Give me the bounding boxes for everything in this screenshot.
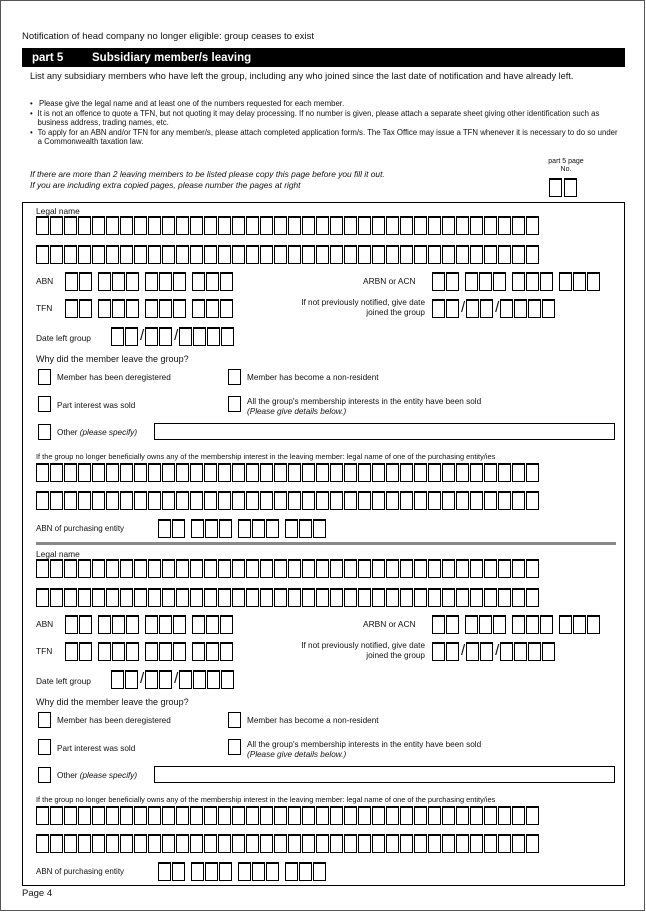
tfn-label: TFN xyxy=(36,646,53,656)
why-left-label: Why did the member leave the group? xyxy=(36,354,189,364)
purchasing-name-line-2[interactable] xyxy=(36,834,540,853)
tfn-input[interactable] xyxy=(65,299,239,318)
deregistered-label: Member has been deregistered xyxy=(57,716,171,725)
purchasing-entity-label: If the group no longer beneficially owns any of the membership interest in the leaving member: legal name of one of the purchasing entity/ies xyxy=(36,452,496,461)
why-left-label: Why did the member leave the group? xyxy=(36,697,189,707)
other-checkbox[interactable] xyxy=(38,424,51,440)
part-header xyxy=(22,48,625,67)
legal-name-line-1[interactable] xyxy=(36,559,540,578)
page-number-label: part 5 page No. xyxy=(548,158,584,173)
all-sold-label: All the group's membership interests in the entity have been sold (Please give details below.) xyxy=(247,397,482,416)
form-title: Notification of head company no longer eligible: group ceases to exist xyxy=(22,31,315,42)
intro-text: List any subsidiary members who have left the group, including any who joined since the last date of notification and have already left. xyxy=(30,71,574,81)
all-sold-checkbox[interactable] xyxy=(228,396,241,412)
abn-purchasing-label: ABN of purchasing entity xyxy=(36,524,125,533)
legal-name-line-2[interactable] xyxy=(36,245,540,264)
tfn-label: TFN xyxy=(36,303,53,313)
legal-name-label: Legal name xyxy=(36,206,80,216)
part-number: part 5 xyxy=(32,51,64,64)
non-resident-label: Member has become a non-resident xyxy=(247,373,379,382)
non-resident-label: Member has become a non-resident xyxy=(247,716,379,725)
instruction-list xyxy=(30,99,620,147)
non-resident-checkbox[interactable] xyxy=(228,369,241,385)
abn-label: ABN xyxy=(36,619,54,629)
date-left-input[interactable]: / / xyxy=(111,670,235,689)
arbn-label: ARBN or ACN xyxy=(363,619,416,629)
abn-input[interactable] xyxy=(65,615,239,634)
all-sold-checkbox[interactable] xyxy=(228,739,241,755)
arbn-input[interactable] xyxy=(432,272,606,291)
copy-note: If there are more than 2 leaving members to be listed please copy this page before you fill it out. If you are including extra copied pages, please number the pages at right xyxy=(30,169,385,190)
part-sold-checkbox[interactable] xyxy=(38,739,51,755)
other-checkbox[interactable] xyxy=(38,767,51,783)
list-item: • Please give the legal name and at least one of the numbers requested for each member. xyxy=(30,99,345,108)
abn-purchasing-input[interactable] xyxy=(158,862,332,881)
purchasing-name-line-1[interactable] xyxy=(36,806,540,825)
abn-input[interactable] xyxy=(65,272,239,291)
part-sold-label: Part interest was sold xyxy=(57,744,136,753)
non-resident-checkbox[interactable] xyxy=(228,712,241,728)
tfn-input[interactable] xyxy=(65,642,239,661)
abn-purchasing-input[interactable] xyxy=(158,519,332,538)
legal-name-label: Legal name xyxy=(36,549,80,559)
page-number: Page 4 xyxy=(22,888,53,899)
date-joined-input[interactable]: / / xyxy=(432,642,556,661)
abn-label: ABN xyxy=(36,276,54,286)
part-title: Subsidiary member/s leaving xyxy=(92,51,252,64)
page-number-boxes[interactable] xyxy=(549,178,577,197)
other-specify-input[interactable] xyxy=(154,423,615,440)
date-left-input[interactable]: / / xyxy=(111,327,235,346)
deregistered-checkbox[interactable] xyxy=(38,712,51,728)
member-divider xyxy=(36,542,616,545)
part-sold-checkbox[interactable] xyxy=(38,396,51,412)
deregistered-checkbox[interactable] xyxy=(38,369,51,385)
other-label: Other (please specify) xyxy=(57,428,138,437)
deregistered-label: Member has been deregistered xyxy=(57,373,171,382)
purchasing-entity-label: If the group no longer beneficially owns any of the membership interest in the leaving member: legal name of one of the purchasing entity/ies xyxy=(36,795,496,804)
arbn-label: ARBN or ACN xyxy=(363,276,416,286)
other-label: Other (please specify) xyxy=(57,771,138,780)
purchasing-name-line-1[interactable] xyxy=(36,463,540,482)
list-item: • It is not an offence to quote a TFN, but not quoting it may delay processing. If no number is given, please attach a separate sheet giving other identification such as business address, trading names, etc. xyxy=(30,108,600,128)
other-specify-input[interactable] xyxy=(154,766,615,783)
part-sold-label: Part interest was sold xyxy=(57,401,136,410)
abn-purchasing-label: ABN of purchasing entity xyxy=(36,867,125,876)
list-item: • To apply for an ABN and/or TFN for any member/s, please attach completed application form/s. The Tax Office may issue a TFN whenever it is necessary to do so under a Commonwealth taxation law. xyxy=(30,127,618,147)
date-joined-input[interactable]: / / xyxy=(432,299,556,318)
legal-name-line-2[interactable] xyxy=(36,588,540,607)
date-joined-label: If not previously notified, give date joined the group xyxy=(301,298,425,317)
date-left-label: Date left group xyxy=(36,333,91,343)
legal-name-line-1[interactable] xyxy=(36,216,540,235)
arbn-input[interactable] xyxy=(432,615,606,634)
all-sold-label: All the group's membership interests in the entity have been sold (Please give details below.) xyxy=(247,740,482,759)
purchasing-name-line-2[interactable] xyxy=(36,491,540,510)
date-left-label: Date left group xyxy=(36,676,91,686)
date-joined-label: If not previously notified, give date joined the group xyxy=(301,641,425,660)
